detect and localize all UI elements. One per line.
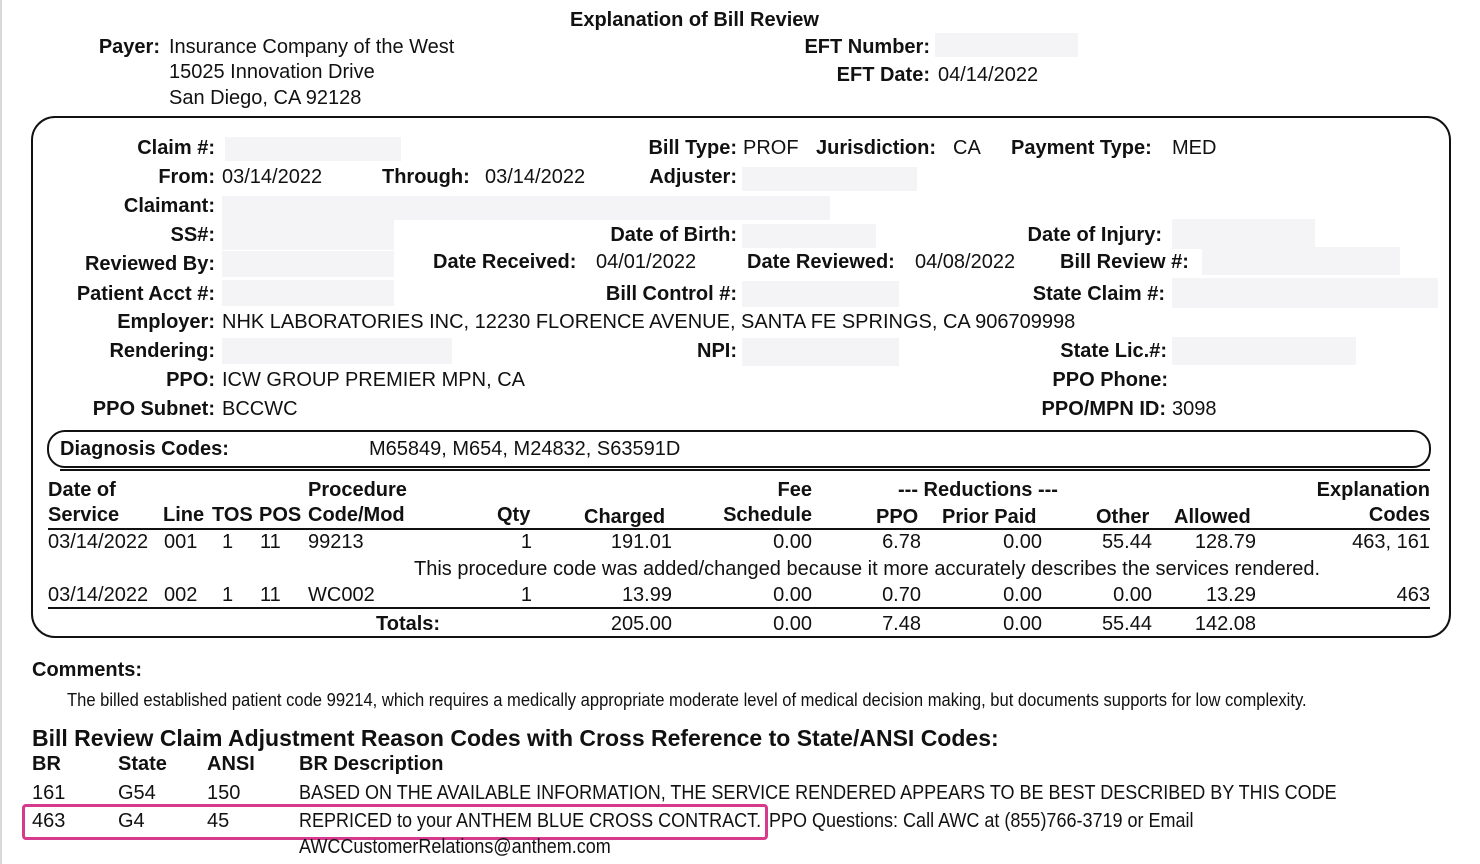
date-reviewed-label: Date Reviewed: [747, 251, 895, 273]
code-description-contact: PPO Questions: Call AWC at (855)766-3719 or Email [769, 810, 1194, 832]
col-procedure-header-1: Procedure [308, 479, 407, 501]
col-pos-header: POS [259, 504, 302, 526]
procedure-change-note: This procedure code was added/changed because it more accurately describes the services rendered. [414, 558, 1321, 580]
col-explanation-header-1: Explanation [1316, 479, 1430, 501]
eft-number-label: EFT Number: [804, 36, 930, 58]
claim-number-label: Claim #: [137, 137, 215, 159]
claimant-redacted [222, 196, 830, 220]
total-ppo: 7.48 [882, 613, 921, 635]
codes-state-header: State [118, 753, 167, 775]
code-br: 161 [32, 782, 66, 804]
cell-allowed: 13.29 [1205, 584, 1256, 606]
cell-code: 99213 [308, 531, 364, 553]
col-date-header-1: Date of [48, 479, 116, 501]
eft-number-redacted [935, 33, 1078, 57]
cell-tos: 1 [222, 531, 234, 553]
bill-control-label: Bill Control #: [605, 283, 737, 305]
cell-prior-paid: 0.00 [1003, 531, 1042, 553]
col-fee-header-1: Fee [777, 479, 812, 501]
col-tos-header: TOS [212, 504, 253, 526]
cell-charged: 13.99 [621, 584, 672, 606]
from-date: 03/14/2022 [222, 166, 323, 188]
ppo-subnet: BCCWC [222, 398, 298, 420]
code-state: G4 [118, 810, 145, 832]
ppo-mpn-label: PPO/MPN ID: [1041, 398, 1166, 420]
date-reviewed: 04/08/2022 [915, 251, 1016, 273]
cell-other: 0.00 [1113, 584, 1152, 606]
ppo-name: ICW GROUP PREMIER MPN, CA [222, 369, 525, 391]
doi-label: Date of Injury: [1027, 224, 1162, 246]
bill-control-redacted [742, 281, 899, 307]
diagnosis-codes: M65849, M654, M24832, S63591D [369, 438, 681, 460]
total-fee: 0.00 [773, 613, 812, 635]
document-title: Explanation of Bill Review [570, 9, 819, 31]
bill-type-label: Bill Type: [648, 137, 737, 159]
eft-date-label: EFT Date: [836, 64, 930, 86]
cell-line: 002 [164, 584, 198, 606]
col-allowed-header: Allowed [1174, 506, 1251, 528]
state-claim-redacted [1172, 278, 1438, 308]
col-charged-header: Charged [584, 506, 666, 528]
jurisdiction-label: Jurisdiction: [816, 137, 937, 159]
code-description-email: AWCCustomerRelations@anthem.com [299, 836, 611, 858]
cell-pos: 11 [260, 531, 281, 553]
npi-redacted [742, 338, 899, 366]
payer-address: 15025 Innovation Drive [169, 61, 375, 83]
cell-tos: 1 [222, 584, 234, 606]
comments-label: Comments: [32, 659, 143, 681]
col-qty-header: Qty [497, 504, 531, 526]
dob-label: Date of Birth: [610, 224, 737, 246]
cell-fee: 0.00 [773, 584, 812, 606]
date-received-label: Date Received: [433, 251, 577, 273]
diagnosis-rule [60, 469, 1430, 471]
code-ansi: 45 [207, 810, 230, 832]
state-claim-label: State Claim #: [1032, 283, 1165, 305]
col-ppo-header: PPO [876, 506, 919, 528]
payment-type: MED [1172, 137, 1217, 159]
codes-br-header: BR [32, 753, 61, 775]
ppo-subnet-label: PPO Subnet: [92, 398, 215, 420]
code-br: 463 [32, 810, 66, 832]
totals-rule [48, 607, 1430, 609]
codes-ansi-header: ANSI [207, 753, 255, 775]
ppo-phone-label: PPO Phone: [1052, 369, 1168, 391]
col-explanation-header-2: Codes [1368, 504, 1430, 526]
state-lic-label: State Lic.#: [1060, 340, 1167, 362]
cell-pos: 11 [260, 584, 281, 606]
rendering-label: Rendering: [109, 340, 215, 362]
jurisdiction: CA [953, 137, 981, 159]
col-other-header: Other [1096, 506, 1150, 528]
bill-type: PROF [743, 137, 799, 159]
cell-prior-paid: 0.00 [1003, 584, 1042, 606]
patient-acct-redacted [222, 280, 394, 306]
ppo-mpn-id: 3098 [1172, 398, 1217, 420]
col-fee-header-2: Schedule [723, 504, 812, 526]
cell-qty: 1 [520, 531, 532, 553]
claimant-label: Claimant: [123, 195, 215, 217]
adjuster-redacted [742, 167, 917, 191]
payer-label: Payer: [98, 36, 160, 58]
payment-type-label: Payment Type: [1011, 137, 1152, 159]
cell-line: 001 [164, 531, 198, 553]
diagnosis-box [47, 430, 1431, 468]
patient-acct-label: Patient Acct #: [76, 283, 215, 305]
cell-explanation: 463 [1396, 584, 1430, 606]
claim-number-redacted [225, 137, 401, 161]
ss-redacted [222, 220, 394, 250]
cell-fee: 0.00 [773, 531, 812, 553]
total-prior-paid: 0.00 [1003, 613, 1042, 635]
total-allowed: 142.08 [1194, 613, 1256, 635]
reductions-header: --- Reductions --- [898, 479, 1058, 501]
col-procedure-header-2: Code/Mod [308, 504, 405, 526]
code-ansi: 150 [207, 782, 241, 804]
dob-redacted [742, 224, 876, 248]
employer: NHK LABORATORIES INC, 12230 FLORENCE AVENUE, SANTA FE SPRINGS, CA 906709998 [222, 311, 1076, 333]
cell-charged: 191.01 [610, 531, 672, 553]
cell-date: 03/14/2022 [48, 531, 149, 553]
cell-allowed: 128.79 [1194, 531, 1256, 553]
ppo-label: PPO: [166, 369, 215, 391]
from-label: From: [158, 166, 215, 188]
col-line-header: Line [163, 504, 205, 526]
doi-redacted [1172, 219, 1315, 249]
payer-city: San Diego, CA 92128 [169, 87, 362, 109]
code-description: REPRICED to your ANTHEM BLUE CROSS CONTRACT. [299, 810, 762, 832]
cell-other: 55.44 [1101, 531, 1152, 553]
code-description: BASED ON THE AVAILABLE INFORMATION, THE SERVICE RENDERED APPEARS TO BE BEST DESCRIBED BY THIS CODE [299, 782, 1337, 804]
through-date: 03/14/2022 [485, 166, 586, 188]
rendering-redacted [222, 338, 452, 364]
through-label: Through: [382, 166, 470, 188]
col-prior-paid-header: Prior Paid [942, 506, 1037, 528]
state-lic-redacted [1172, 337, 1356, 365]
payer-name: Insurance Company of the West [169, 36, 455, 58]
codes-description-header: BR Description [299, 753, 444, 775]
cell-explanation: 463, 161 [1352, 531, 1430, 553]
npi-label: NPI: [697, 340, 737, 362]
adjuster-label: Adjuster: [649, 166, 737, 188]
date-received: 04/01/2022 [596, 251, 697, 273]
ss-label: SS#: [170, 224, 215, 246]
employer-label: Employer: [117, 311, 215, 333]
bill-review-number-redacted [1202, 247, 1400, 275]
cell-ppo: 6.78 [882, 531, 921, 553]
diagnosis-label: Diagnosis Codes: [60, 438, 229, 460]
reviewed-by-redacted [222, 251, 394, 277]
comments-text: The billed established patient code 99214, which requires a medically appropriate moderate level of medical decision making, but documents supports for low complexity. [67, 690, 1307, 710]
bill-review-number-label: Bill Review #: [1060, 251, 1189, 273]
eft-date: 04/14/2022 [938, 64, 1039, 86]
code-state: G54 [118, 782, 156, 804]
page-edge [0, 0, 2, 864]
cell-date: 03/14/2022 [48, 584, 149, 606]
cell-qty: 1 [520, 584, 532, 606]
reviewed-by-label: Reviewed By: [84, 253, 215, 275]
cell-ppo: 0.70 [882, 584, 921, 606]
totals-label: Totals: [376, 613, 441, 635]
codes-section-title: Bill Review Claim Adjustment Reason Codes with Cross Reference to State/ANSI Codes: [32, 725, 999, 751]
cell-code: WC002 [308, 584, 375, 606]
col-date-header-2: Service [48, 504, 120, 526]
total-charged: 205.00 [610, 613, 672, 635]
total-other: 55.44 [1101, 613, 1152, 635]
